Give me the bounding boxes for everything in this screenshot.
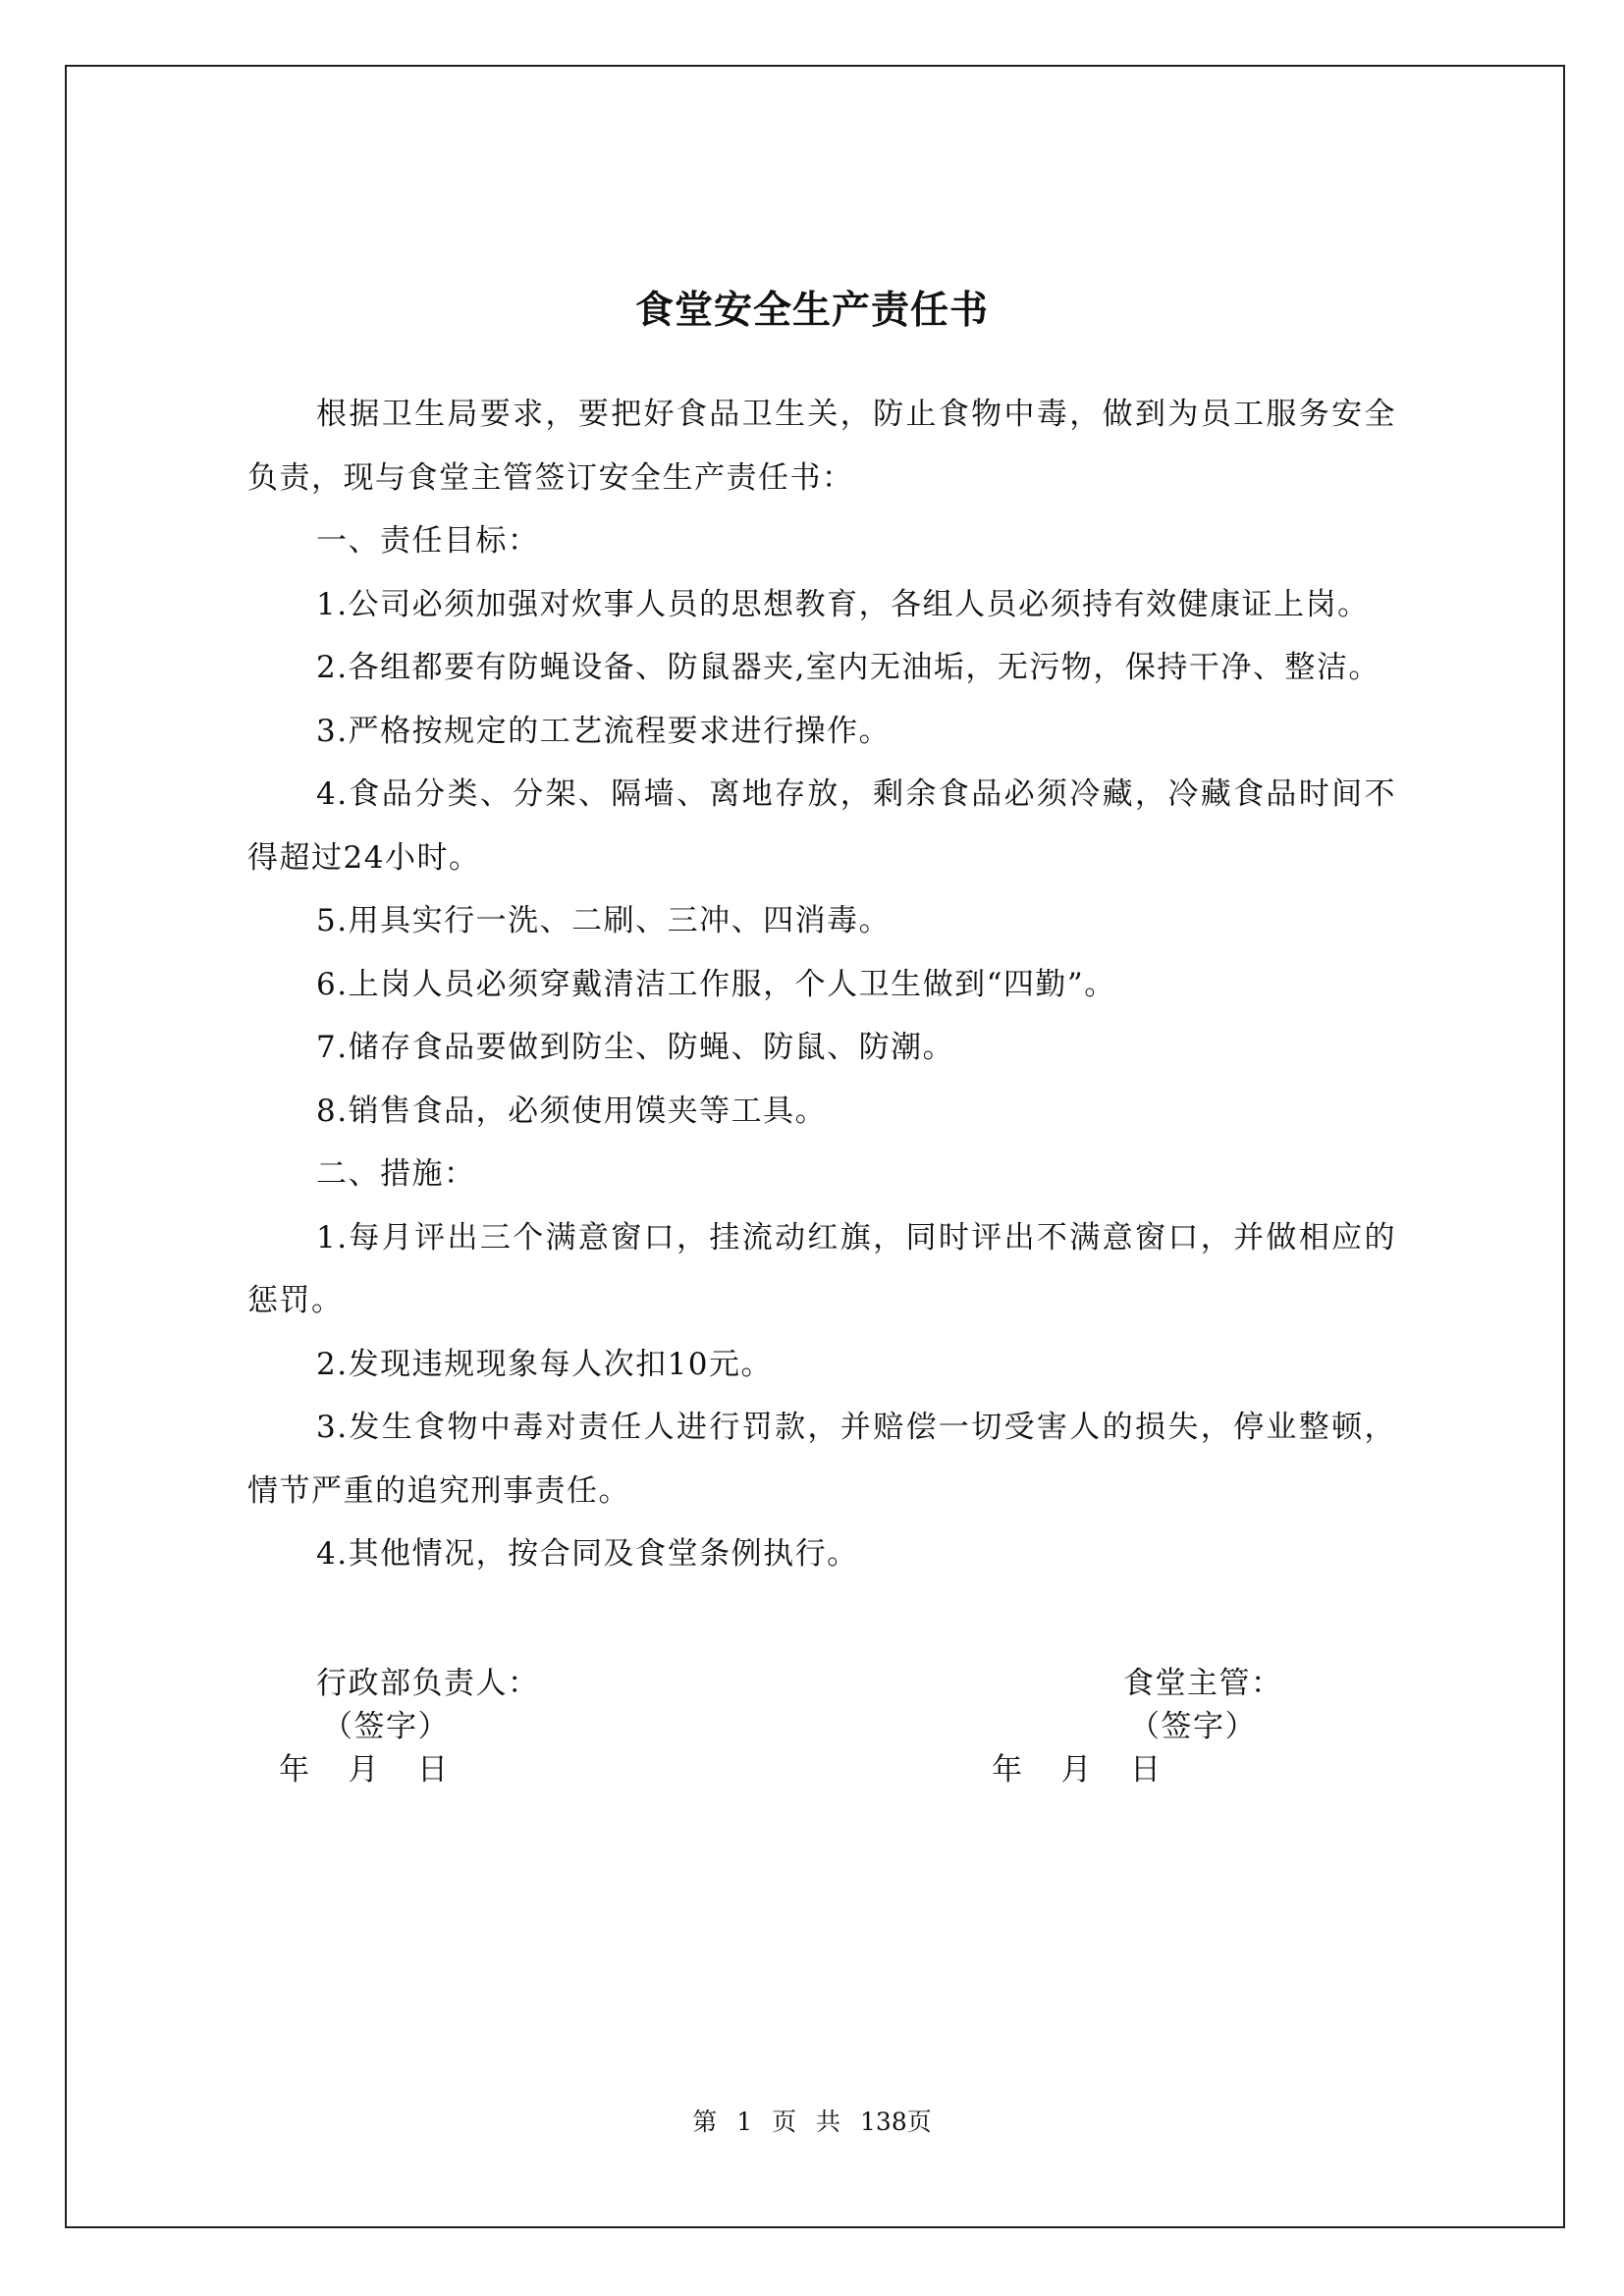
page-footer: [0, 2103, 1624, 2138]
right-date-month: 月: [1060, 1752, 1093, 1788]
document-body: [247, 383, 1396, 1586]
right-sign-label: （签字）: [1129, 1709, 1257, 1744]
right-signer-role: 食堂主管：: [1123, 1666, 1283, 1701]
goal-item-3: 3.严格按规定的工艺流程要求进行操作。: [316, 713, 892, 749]
measure-item-3: 3.发生食物中毒对责任人进行罚款，并赔偿一切受害人的损失，停业整顿，情节严重的追究刑事责任。: [247, 1410, 1396, 1509]
right-signature-block: [992, 1662, 1283, 1791]
goal-item-7: 7.储存食品要做到防尘、防蝇、防鼠、防潮。: [316, 1030, 955, 1065]
left-date-month: 月: [348, 1752, 380, 1788]
goal-item-1: 1.公司必须加强对炊事人员的思想教育，各组人员必须持有效健康证上岗。: [316, 586, 1370, 622]
footer-total-prefix: 共: [816, 2108, 841, 2136]
left-date-year: 年: [279, 1752, 311, 1788]
goal-item-6: 6.上岗人员必须穿戴清洁工作服，个人卫生做到“四勤”。: [316, 966, 1116, 1002]
measure-item-4: 4.其他情况，按合同及食堂条例执行。: [316, 1536, 859, 1572]
footer-page-number: 1: [736, 2108, 753, 2136]
footer-page-unit: 页: [772, 2108, 797, 2136]
intro-paragraph: 根据卫生局要求，要把好食品卫生关，防止食物中毒，做到为员工服务安全负责，现与食堂主管签订安全生产责任书：: [247, 397, 1396, 496]
left-signature-block: [279, 1662, 540, 1791]
left-date-day: 日: [417, 1752, 450, 1788]
right-date-day: 日: [1130, 1752, 1163, 1788]
measure-item-1: 1.每月评出三个满意窗口，挂流动红旗，同时评出不满意窗口，并做相应的惩罚。: [247, 1219, 1396, 1318]
measure-item-2: 2.发现违规现象每人次扣10元。: [316, 1346, 774, 1382]
left-sign-label: （签字）: [322, 1709, 450, 1744]
goal-item-4: 4.食品分类、分架、隔墙、离地存放，剩余食品必须冷藏，冷藏食品时间不得超过24小时。: [247, 776, 1396, 876]
goal-item-8: 8.销售食品，必须使用馍夹等工具。: [316, 1093, 828, 1129]
right-date-line: [992, 1748, 1283, 1791]
goal-item-2: 2.各组都要有防蝇设备、防鼠器夹,室内无油垢，无污物，保持干净、整洁。: [316, 650, 1380, 685]
left-date-line: [279, 1748, 540, 1791]
left-signer-role: 行政部负责人：: [316, 1666, 540, 1701]
footer-total-pages: 138页: [860, 2108, 932, 2136]
section-heading-measures: 二、措施：: [316, 1156, 476, 1192]
document-title: 食堂安全生产责任书: [634, 289, 989, 333]
goal-item-5: 5.用具实行一洗、二刷、三冲、四消毒。: [316, 903, 892, 938]
right-date-year: 年: [992, 1752, 1024, 1788]
footer-page-prefix: 第: [692, 2108, 718, 2136]
section-heading-goals: 一、责任目标：: [316, 523, 540, 559]
